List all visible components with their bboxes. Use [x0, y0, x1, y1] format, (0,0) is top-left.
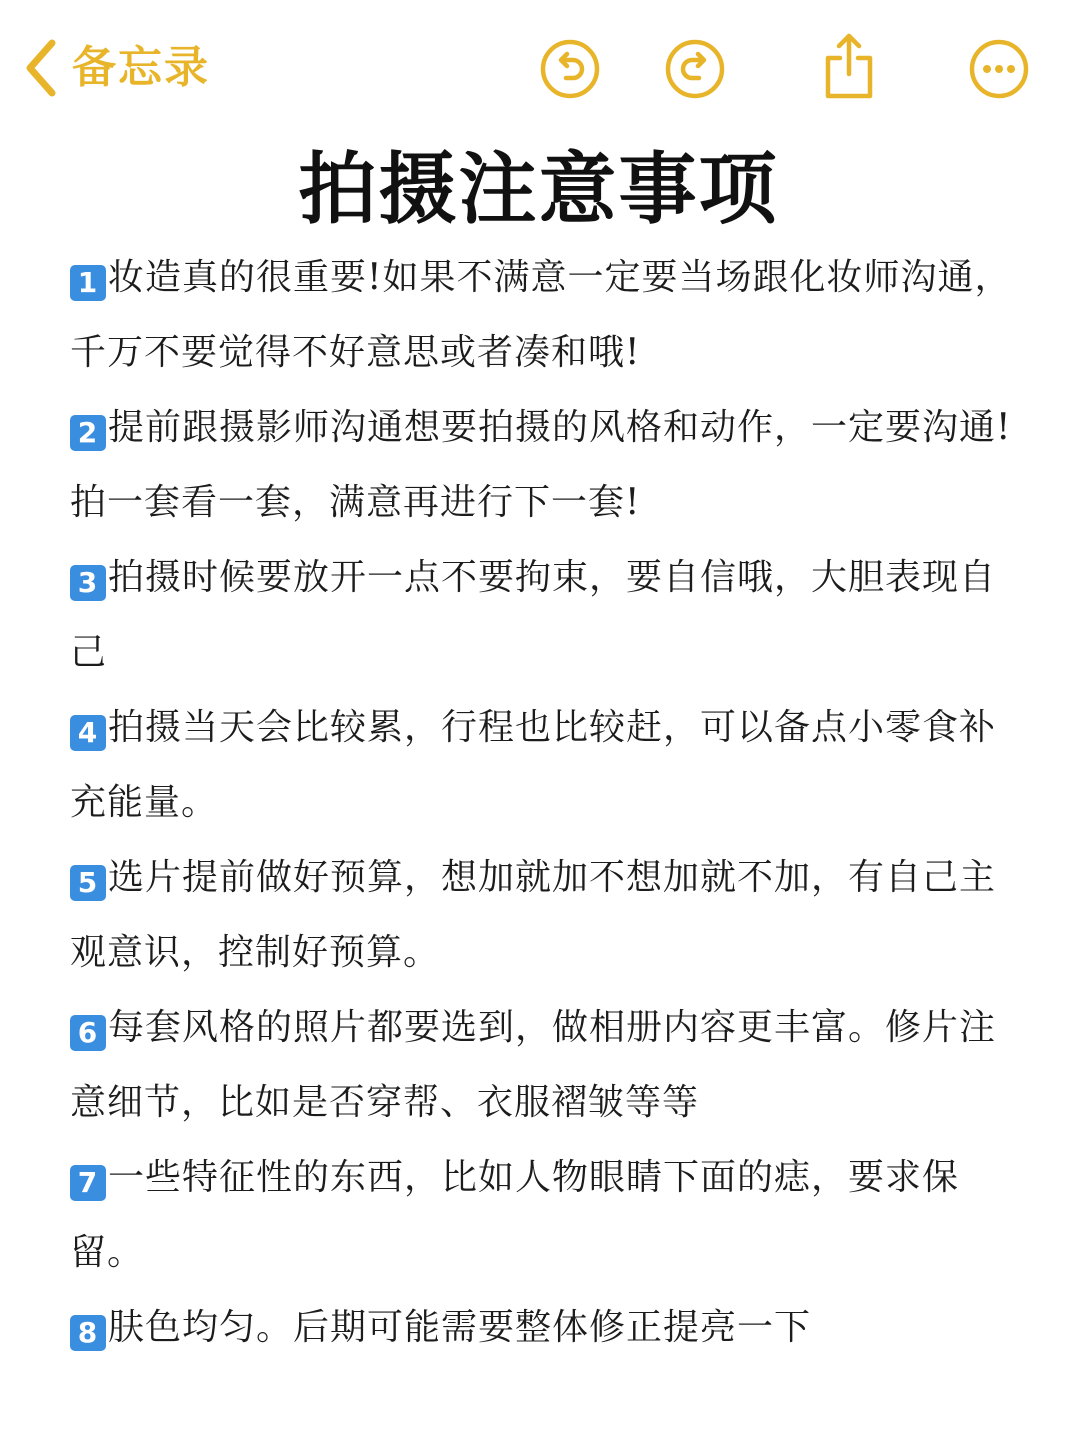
more-icon [968, 38, 1030, 100]
note-body[interactable] [70, 240, 1015, 1365]
list-item [70, 240, 1015, 390]
number-badge: 5 [70, 865, 106, 901]
list-item [70, 690, 1015, 840]
item-text: 一些特征性的东西，比如人物眼睛下面的痣，要求保留。 [70, 1157, 960, 1273]
number-badge: 4 [70, 715, 106, 751]
item-text: 每套风格的照片都要选到，做相册内容更丰富。修片注意细节，比如是否穿帮、衣服褶皱等等 [70, 1007, 997, 1123]
item-text: 肤色均匀。后期可能需要整体修正提亮一下 [108, 1307, 812, 1348]
item-text: 提前跟摄影师沟通想要拍摄的风格和动作，一定要沟通!拍一套看一套，满意再进行下一套! [70, 407, 1012, 523]
back-label: 备忘录 [72, 42, 210, 93]
redo-icon [664, 38, 726, 100]
number-badge: 1 [70, 265, 106, 301]
list-item [70, 390, 1015, 540]
share-button[interactable] [818, 30, 880, 92]
item-text: 拍摄当天会比较累，行程也比较赶，可以备点小零食补充能量。 [70, 707, 997, 823]
number-badge: 7 [70, 1165, 106, 1201]
more-button[interactable] [968, 38, 1030, 100]
undo-button[interactable] [539, 38, 601, 100]
list-item [70, 990, 1015, 1140]
item-text: 选片提前做好预算，想加就加不想加就不加，有自己主观意识，控制好预算。 [70, 857, 997, 973]
list-item [70, 1290, 1015, 1365]
navigation-bar [0, 0, 1077, 130]
note-title: 拍摄注意事项 [298, 144, 779, 235]
chevron-left-icon [22, 37, 58, 99]
number-badge: 6 [70, 1015, 106, 1051]
undo-icon [539, 38, 601, 100]
number-badge: 8 [70, 1315, 106, 1351]
back-button[interactable] [22, 36, 210, 100]
list-item [70, 540, 1015, 690]
list-item [70, 1140, 1015, 1290]
list-item [70, 840, 1015, 990]
number-badge: 3 [70, 565, 106, 601]
share-icon [818, 30, 880, 102]
redo-button[interactable] [664, 38, 726, 100]
number-badge: 2 [70, 415, 106, 451]
item-text: 妆造真的很重要!如果不满意一定要当场跟化妆师沟通，千万不要觉得不好意思或者凑和哦! [70, 257, 1012, 373]
item-text: 拍摄时候要放开一点不要拘束，要自信哦，大胆表现自己 [70, 557, 997, 673]
